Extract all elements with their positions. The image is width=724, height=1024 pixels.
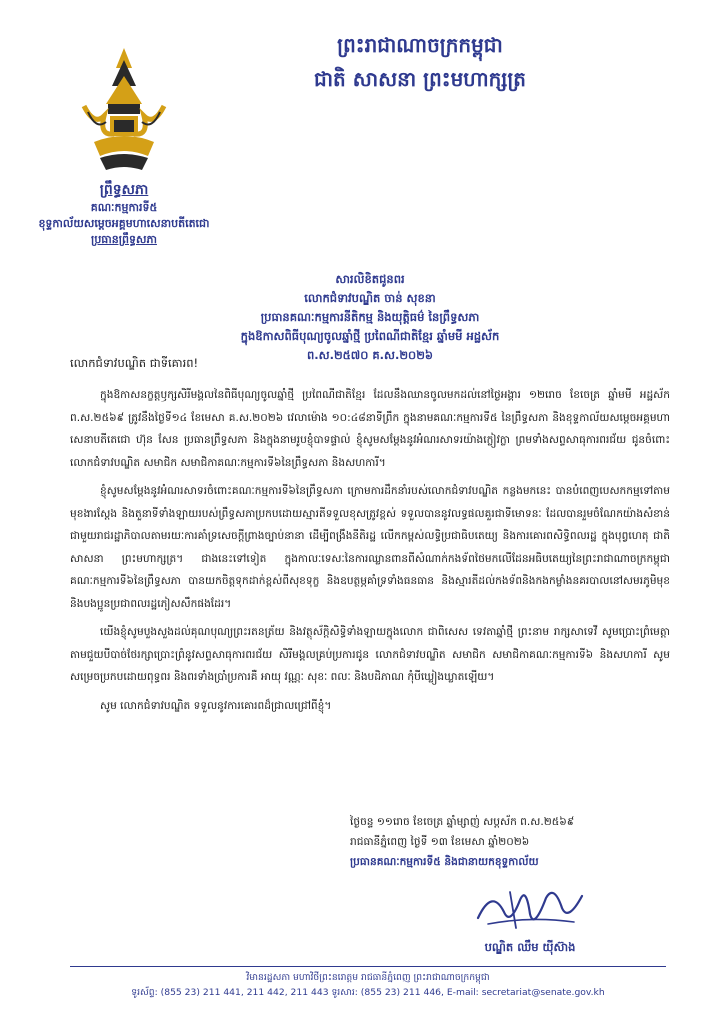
commission-name: គណៈកម្មការទី៥	[90, 201, 158, 214]
letter-body	[70, 384, 670, 723]
kingdom-name: ព្រះរាជាណាចក្រកម្ពុជា	[337, 33, 503, 57]
solar-date: រាជធានីភ្នំពេញ ថ្ងៃទី ១៣ ខែមេសា ឆ្នាំ២០២៦	[350, 836, 530, 848]
heading-title: សារលិខិតជូនពរ	[335, 272, 405, 286]
paragraph-4: សូម លោកជំទាវបណ្ឌិត ទទួលនូវការគោរពដ៏ជ្រាលជ្រៅពីខ្ញុំ។	[100, 699, 332, 712]
salutation: លោកជំទាវបណ្ឌិត ជាទីគោរព!	[70, 356, 199, 370]
senate-emblem-icon	[74, 46, 174, 176]
footer	[70, 970, 666, 1000]
footer-contact: ទូរស័ព្ទ: (855 23) 211 441, 211 442, 211 443 ទូរសារ: (855 23) 211 446, E-mail: secretariat@senate.gov.kh	[131, 987, 605, 998]
closing-block	[350, 812, 670, 872]
heading-occasion: ក្នុងឱកាសពិធីបុណ្យចូលឆ្នាំថ្មី ប្រពៃណីជាតិខ្មែរ ឆ្នាំមមី អដ្ឋស័ក	[240, 329, 500, 343]
kingdom-motto	[220, 28, 620, 96]
heading-year: ព.ស.២៥៧០ គ.ស.២០២៦	[306, 348, 434, 362]
lunar-date: ថ្ងៃចន្ទ ១១រោច ខែចេត្រ ឆ្នាំម្សាញ់ សប្តស័ក ព.ស.២៥៦៩	[350, 816, 575, 828]
institution-name: ព្រឹទ្ធសភា	[99, 182, 149, 198]
office-name: ខុទ្ទកាល័យសម្តេចអគ្គមហាសេនាបតីតេជោ	[38, 217, 210, 230]
signer-name: បណ្ឌិត ឈឹម យ៉ីស៊ាង	[484, 940, 576, 954]
letter-heading	[90, 270, 650, 365]
footer-divider	[70, 966, 666, 967]
footer-address: វិមានរដ្ឋសភា មហាវិថីព្រះនរោត្តម រាជធានីភ្នំពេញ ព្រះរាជាណាចក្រកម្ពុជា	[246, 972, 490, 983]
institution-block	[18, 180, 230, 248]
paragraph-3: យើងខ្ញុំសូមបួងសួងដល់គុណបុណ្យព្រះរតនត្រ័យ និងវត្ថុស័ក្តិសិទ្ធិទាំងឡាយក្នុងលោក ជាពិសេស ទេវតាឆ្នាំថ្មី ព្រះនាម រាក្សសាទេវី សូមប្រោះព្រំមេត្តាតាមជួយបីបាច់ថែរក្សាប្រោះព្រំនូវសព្ទសាធុការពរជ័យ សិរីមង្គលគ្រប់ប្រការជូន លោកជំទាវបណ្ឌិត សមាជិក សមាជិកាគណៈកម្មការទី៦ និងសហការី សូមសម្រេចប្រកបដោយពុទ្ធពរ និងពរទាំងប្រាំប្រការគឺ អាយុ វណ្ណៈ សុខៈ ពលៈ និងបដិភាណ កុំបីឃ្លៀងឃ្លាតឡើយ។	[70, 626, 670, 683]
heading-recipient: លោកជំទាវបណ្ឌិត ចាន់ សុខនា	[304, 291, 436, 305]
paragraph-2: ខ្ញុំសូមសម្តែងនូវអំណរសាទរចំពោះគណៈកម្មការទី៦នៃព្រឹទ្ធសភា ក្រោមការដឹកនាំរបស់លោកជំទាវបណ្ឌិត កន្លងមកនេះ បានបំពេញបេសកកម្មទៅតាមមុខងារស្តែង និងតួនាទីទាំងឡាយរបស់ព្រឹទ្ធសភាប្រកបដោយស្មារតីទទួលខុសត្រូវខ្ពស់ ទទួលបាននូវលទ្ធផលគួរជាទីមោទនៈ ដែលបានរួមចំណែកយ៉ាងសំខាន់ជាមួយរាជរដ្ឋាភិបាលតាមរយៈការគាំទ្រសេចក្តីព្រាងច្បាប់នានា ដើម្បីពង្រឹងនីតិរដ្ឋ លើកកម្ពស់លទ្ធិប្រជាធិបតេយ្យ និងការគោរពសិទ្ធិពលរដ្ឋ ក្នុងបុព្វហេតុ ជាតិ សាសនា ព្រះមហាក្សត្រ។ ជាងនេះទៅទៀត ក្នុងកាលៈទេសៈនៃការឈ្លានពានពីសំណាក់កងទ័ពថៃមកលើដែនអធិបតេយ្យនៃព្រះរាជាណាចក្រកម្ពុជា គណៈកម្មការទី៦នៃព្រឹទ្ធសភា បានយកចិត្តទុកដាក់ខ្ពស់ពីសុខទុក្ខ និងឧបត្ថម្ភគាំទ្រទាំងធនធាន និងស្មារតីដល់កងទ័ពនិងកងកម្លាំងនគរបាលនៅសមរភូមិមុខ និងបងប្អូនប្រជាពលរដ្ឋភៀសសឹកផងដែរ។	[70, 485, 670, 610]
office-role: ប្រធានព្រឹទ្ធសភា	[91, 233, 157, 246]
national-motto: ជាតិ សាសនា ព្រះមហាក្សត្រ	[314, 67, 526, 91]
handwritten-signature	[470, 878, 590, 938]
heading-recipient-title: ប្រធានគណៈកម្មការនីតិកម្ម និងយុត្តិធម៌ នៃព្រឹទ្ធសភា	[260, 310, 480, 324]
paragraph-1: ក្នុងឱកាសនក្ខត្តឫក្សសិរីមង្គលនៃពិធីបុណ្យចូលឆ្នាំថ្មី ប្រពៃណីជាតិខ្មែរ ដែលនឹងឈានចូលមកដល់នៅថ្ងៃអង្គារ ១២រោច ខែចេត្រ ឆ្នាំមមី អដ្ឋស័ក ព.ស.២៥៦៩ ត្រូវនឹងថ្ងៃទី១៤ ខែមេសា គ.ស.២០២៦ វេលាម៉ោង ១០:៤៨នាទីព្រឹក ក្នុងនាមគណៈកម្មការទី៥ នៃព្រឹទ្ធសភា និងខុទ្ទកាល័យសម្តេចអគ្គមហាសេនាបតីតេជោ ហ៊ុន សែន ប្រធានព្រឹទ្ធសភា និងក្នុងនាមរូបខ្ញុំបាទផ្ទាល់ ខ្ញុំសូមសម្តែងនូវអំណរសាទរយ៉ាងក្លៀវក្លា ព្រមទាំងសព្ទសាធុការពរជ័យ ជូនចំពោះលោកជំទាវបណ្ឌិត សមាជិក សមាជិកាគណៈកម្មការទី៦នៃព្រឹទ្ធសភា និងសហការី។	[70, 389, 670, 469]
signer-title: ប្រធានគណៈកម្មការទី៥ និងជានាយកខុទ្ទកាល័យ	[350, 856, 539, 868]
